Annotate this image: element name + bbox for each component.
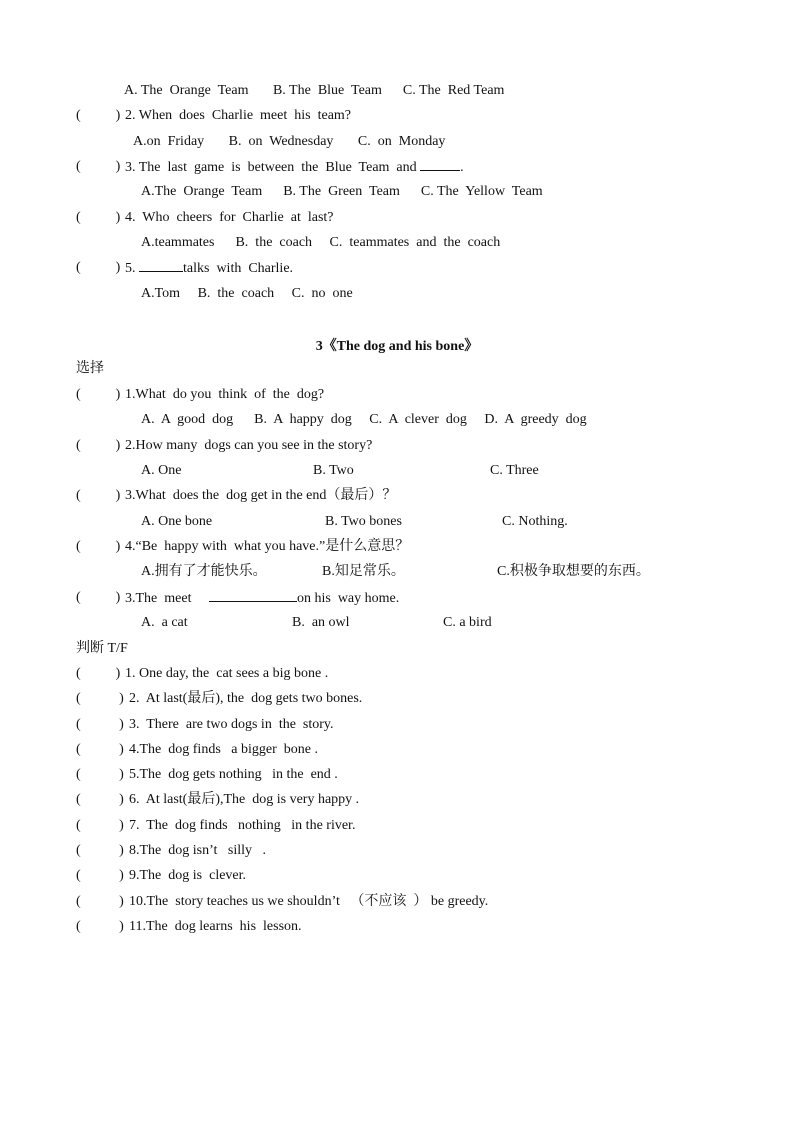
question-4: 4. Who cheers for Charlie at last? [125, 210, 334, 225]
answer-bracket[interactable]: ( ) [76, 438, 121, 453]
tf-statement: 5.The dog gets nothing in the end . [129, 767, 338, 782]
option-c: C.积极争取想要的东西。 [497, 564, 650, 579]
answer-bracket[interactable]: ( ) [76, 539, 121, 554]
question-5-options: A.Tom B. the coach C. no one [141, 286, 353, 301]
choice-question-1: 1.What do you think of the dog? [125, 387, 325, 402]
question-5 [125, 259, 293, 278]
choice-question-5 [125, 589, 399, 608]
option-c: C. a bird [443, 615, 492, 630]
answer-bracket[interactable]: ( ) [76, 260, 121, 275]
question-3-end: . [460, 160, 464, 175]
answer-bracket[interactable]: ( ) [76, 108, 121, 123]
answer-bracket[interactable]: ( ) [76, 210, 121, 225]
answer-bracket[interactable]: ( ) [76, 387, 121, 402]
answer-bracket[interactable]: ( ) [76, 919, 124, 934]
tf-statement: 8.The dog isn’t silly . [129, 843, 267, 858]
choice-question-3: 3.What does the dog get in the end（最后）？ [125, 488, 397, 503]
tf-statement: 1. One day, the cat sees a big bone . [125, 666, 329, 681]
option-a: A. a cat [141, 615, 188, 630]
answer-bracket[interactable]: ( ) [76, 894, 124, 909]
answer-bracket[interactable]: ( ) [76, 742, 124, 757]
answer-bracket[interactable]: ( ) [76, 691, 124, 706]
question-2-options: A.on Friday B. on Wednesday C. on Monday [133, 134, 446, 149]
choice-question-1-options: A. A good dog B. A happy dog C. A clever dog D. A greedy dog [141, 412, 587, 427]
answer-bracket[interactable]: ( ) [76, 666, 121, 681]
answer-bracket[interactable]: ( ) [76, 159, 121, 174]
option-b: B.知足常乐。 [322, 564, 405, 579]
option-a: A. One [141, 463, 182, 478]
fill-blank[interactable] [209, 589, 297, 602]
tf-statement: 4.The dog finds a bigger bone . [129, 742, 318, 757]
answer-bracket[interactable]: ( ) [76, 590, 121, 605]
question-3-options: A.The Orange Team B. The Green Team C. The Yellow Team [141, 184, 543, 199]
answer-bracket[interactable]: ( ) [76, 717, 124, 732]
question-1-options: A. The Orange Team B. The Blue Team C. The Red Team [124, 83, 505, 98]
option-a: A. One bone [141, 514, 213, 529]
tf-statement: 10.The story teaches us we shouldn’t （不应该 ） be greedy. [129, 894, 489, 909]
answer-bracket[interactable]: ( ) [76, 767, 124, 782]
fill-blank[interactable] [139, 259, 183, 272]
answer-bracket[interactable]: ( ) [76, 843, 124, 858]
fill-blank[interactable] [420, 158, 460, 171]
option-b: B. Two [313, 463, 354, 478]
choice-question-5-end: on his way home. [296, 591, 400, 606]
tf-statement: 2. At last(最后), the dog gets two bones. [129, 691, 363, 706]
option-b: B. an owl [292, 615, 350, 630]
question-5-text: talks with Charlie. [183, 261, 294, 276]
tf-statement: 9.The dog is clever. [129, 868, 247, 883]
answer-bracket[interactable]: ( ) [76, 792, 124, 807]
tf-statement: 6. At last(最后),The dog is very happy . [129, 792, 360, 807]
choice-question-2: 2.How many dogs can you see in the story? [125, 438, 373, 453]
tf-statement: 7. The dog finds nothing in the river. [129, 818, 356, 833]
choice-question-4: 4.“Be happy with what you have.”是什么意思？ [125, 539, 410, 554]
question-5-num: 5. [125, 261, 139, 276]
answer-bracket[interactable]: ( ) [76, 488, 121, 503]
section-title: 3《The dog and his bone》 [315, 339, 479, 354]
answer-bracket[interactable]: ( ) [76, 818, 124, 833]
option-c: C. Nothing. [502, 514, 568, 529]
option-c: C. Three [490, 463, 539, 478]
question-3 [125, 158, 464, 177]
option-a: A.拥有了才能快乐。 [141, 564, 267, 579]
true-false-heading: 判断 T/F [76, 641, 128, 656]
question-4-options: A.teammates B. the coach C. teammates and the coach [141, 235, 501, 250]
answer-bracket[interactable]: ( ) [76, 868, 124, 883]
tf-statement: 11.The dog learns his lesson. [129, 919, 302, 934]
tf-statement: 3. There are two dogs in the story. [129, 717, 334, 732]
question-2: 2. When does Charlie meet his team? [125, 108, 352, 123]
option-b: B. Two bones [325, 514, 402, 529]
choice-question-5-text: 3.The meet [125, 591, 209, 606]
choose-heading: 选择 [76, 361, 104, 376]
question-3-text: 3. The last game is between the Blue Team and [125, 160, 421, 175]
